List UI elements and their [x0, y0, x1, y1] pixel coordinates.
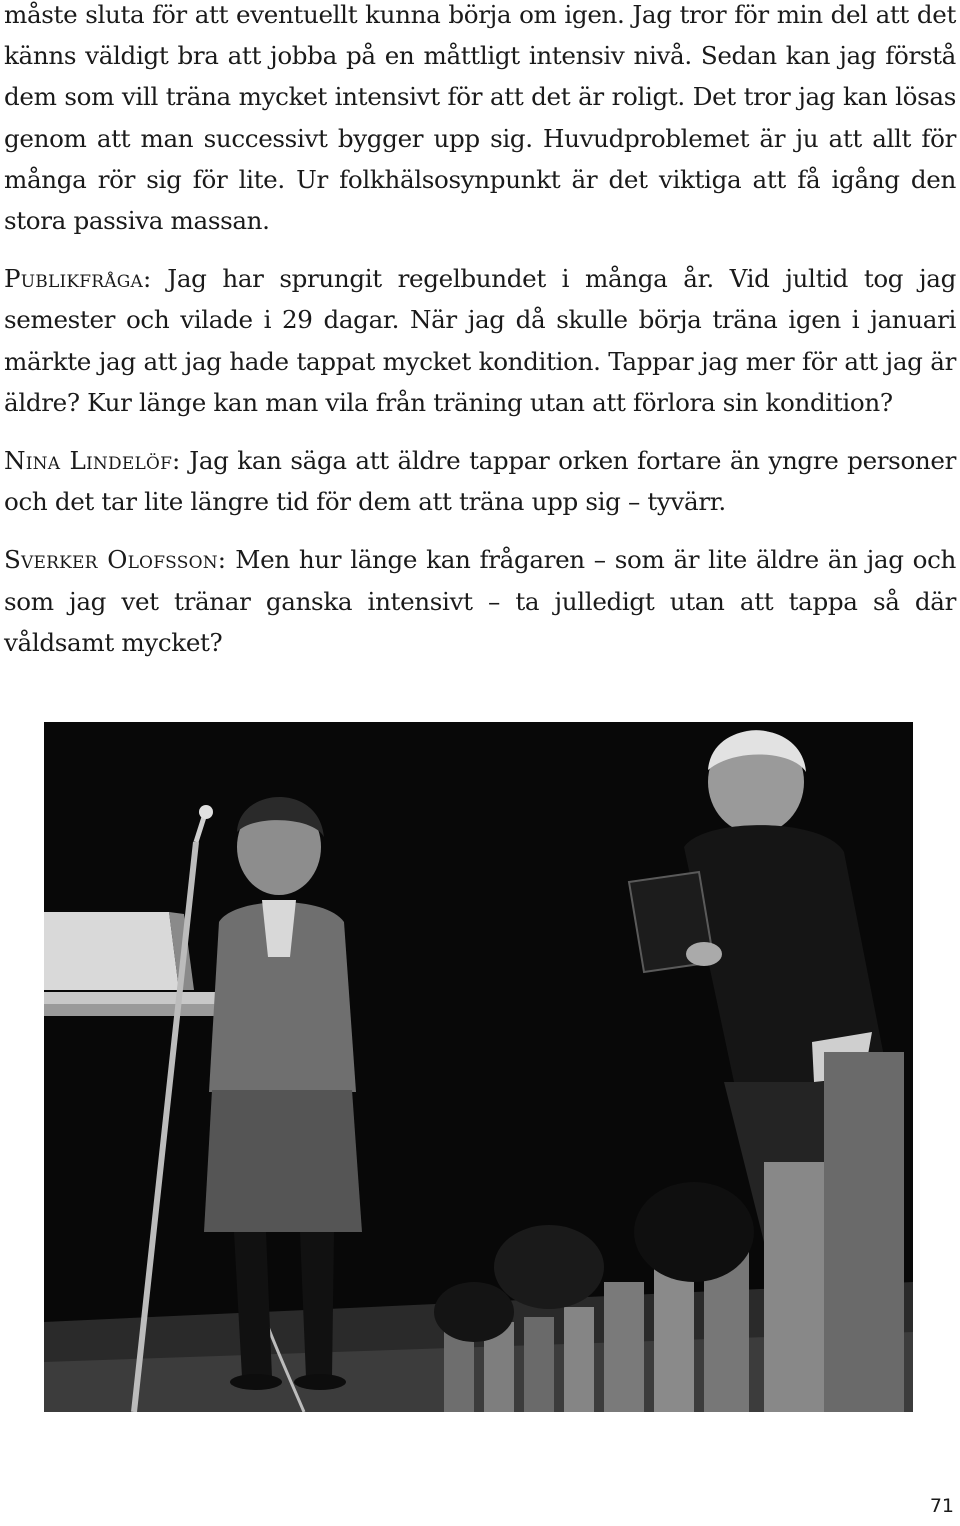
- paragraph-3-text: Jag kan säga att äldre tappar orken fortare än yngre personer och det tar lite längre tid för dem att träna upp sig – tyvärr.: [4, 446, 957, 517]
- paragraph-1: [4, 0, 956, 241]
- paragraph-3: [4, 440, 956, 522]
- stage-photo: [44, 722, 913, 1412]
- paragraph-4-text: Men hur länge kan frågaren – som är lite äldre än jag och som jag vet tränar ganska intensivt – ta julledigt utan att tappa så där våldsamt mycket?: [4, 545, 956, 657]
- stage-photo-illustration: [44, 722, 913, 1412]
- paragraph-1-text: måste sluta för att eventuellt kunna börja om igen. Jag tror för min del att det känns väldigt bra att jobba på en måttligt intensiv nivå. Sedan kan jag förstå dem som vill träna mycket intensivt för att det är roligt. Det tror jag kan lösas genom att man successivt bygger upp sig. Huvudproblemet är ju att allt för många rör sig för lite. Ur folkhälsosynpunkt är det viktiga att få igång den stora passiva massan.: [4, 0, 956, 236]
- speaker-publikfraga: Publikfråga:: [4, 264, 152, 294]
- paragraph-2: [4, 258, 956, 423]
- page-number: 71: [929, 1495, 954, 1517]
- speaker-sverker-olofsson: Sverker Olofsson:: [4, 545, 227, 575]
- paragraph-2-text: Jag har sprungit regelbundet i många år. Vid jultid tog jag semester och vilade i 29 dagar. När jag då skulle börja träna igen i januari märkte jag att jag hade tappat mycket kondition. Tappar jag mer för att jag är äldre? Kur länge kan man vila från träning utan att förlora sin kondition?: [4, 264, 956, 417]
- paragraph-4: [4, 539, 956, 663]
- speaker-nina-lindelof: Nina Lindelöf:: [4, 446, 181, 476]
- body-text: [4, 0, 956, 680]
